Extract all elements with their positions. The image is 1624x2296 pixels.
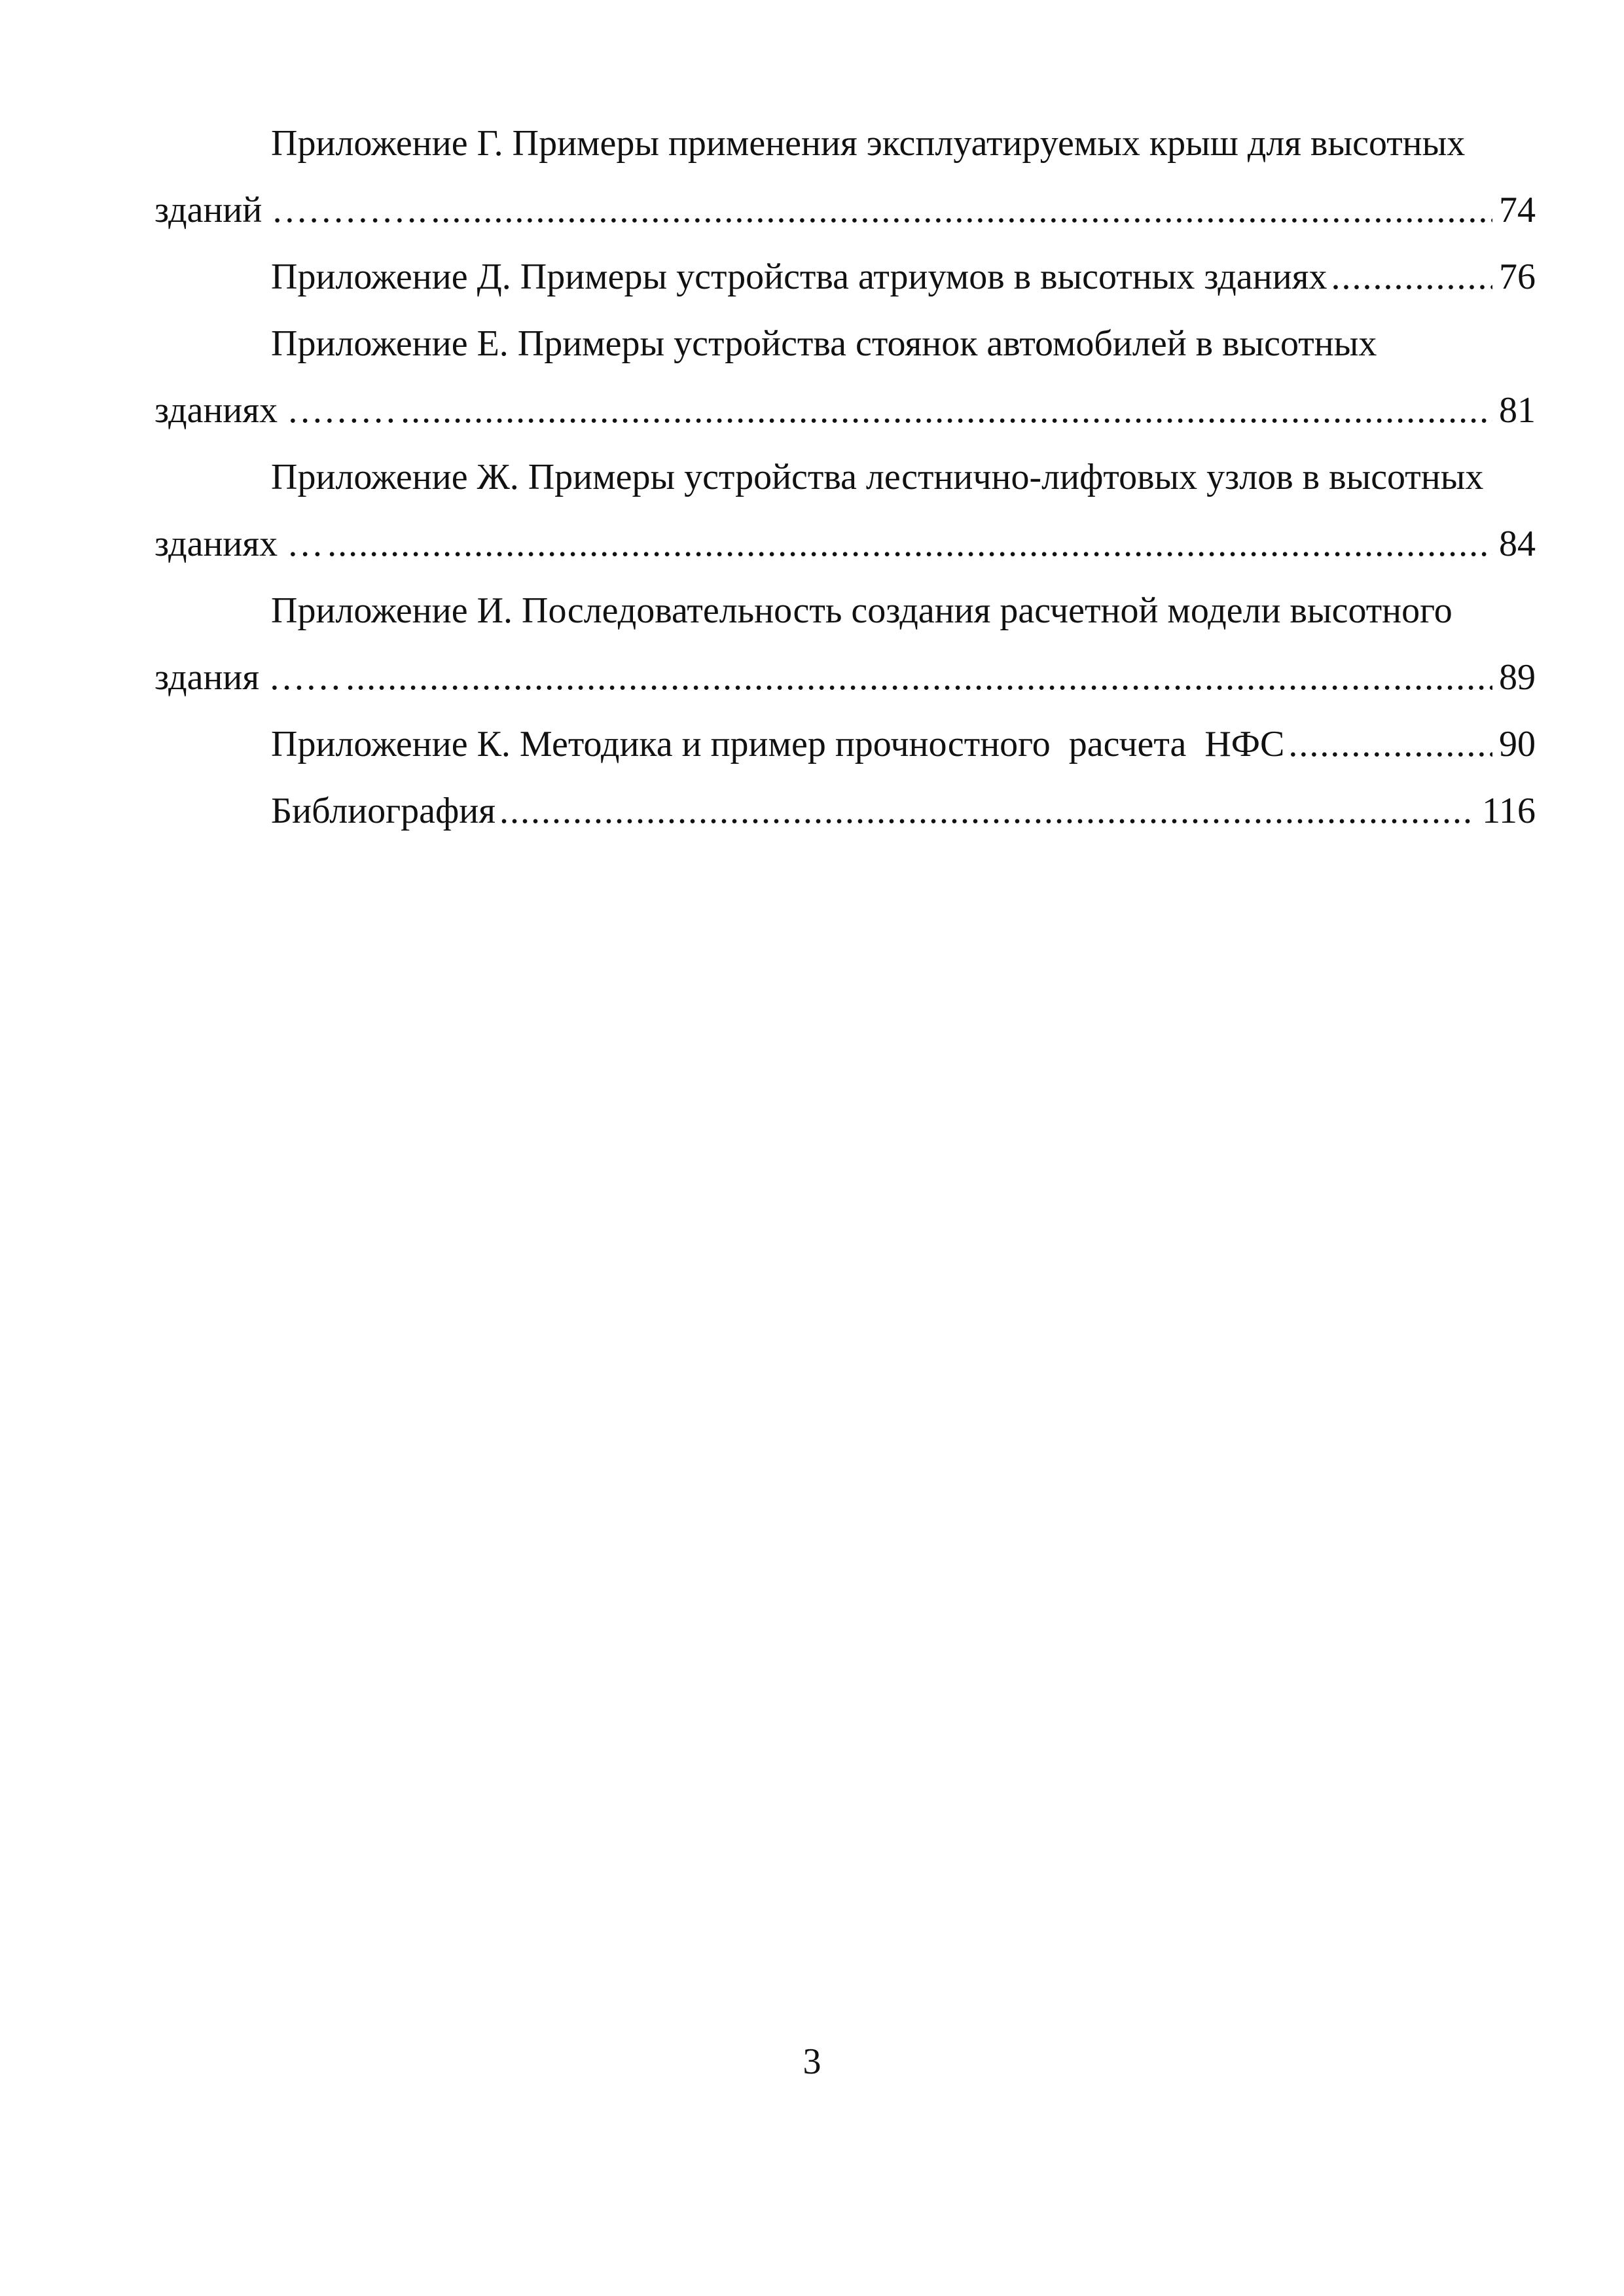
toc-entry-e-page: 81 <box>1499 390 1536 431</box>
toc-entry-i-line2[interactable] <box>154 644 1536 711</box>
toc-entry-zh-title: Приложение Ж. Примеры устройства лестнично-лифтовых узлов в высотных <box>271 457 1484 497</box>
toc-leader-dots <box>346 644 1492 711</box>
toc-entry-d-title: Приложение Д. Примеры устройства атриумов в высотных зданиях <box>271 257 1327 297</box>
toc-entry-zh-page: 84 <box>1499 524 1536 564</box>
toc-entry-i-line1 <box>154 577 1536 644</box>
toc-entry-i-page: 89 <box>1499 657 1536 698</box>
toc-entry-i-continuation: здания …… <box>154 657 342 698</box>
toc-entry-i-title: Приложение И. Последовательность создания расчетной модели высотного <box>271 590 1453 631</box>
toc-entry-e-line2[interactable] <box>154 377 1536 444</box>
toc-entry-k-title: Приложение К. Методика и пример прочностного расчета НФС <box>271 724 1285 764</box>
toc-entry-e-title: Приложение Е. Примеры устройства стоянок автомобилей в высотных <box>271 323 1377 364</box>
toc-entry-g-page: 74 <box>1499 190 1536 230</box>
toc-entry-g-line1 <box>154 110 1536 177</box>
toc-entry-bibliography-page: 116 <box>1482 791 1536 831</box>
toc-entry-g-line2[interactable] <box>154 177 1536 243</box>
toc-leader-dots <box>401 377 1492 444</box>
toc-entry-d[interactable] <box>154 243 1536 310</box>
toc-entry-k-page: 90 <box>1499 724 1536 764</box>
toc-entry-k[interactable] <box>154 711 1536 778</box>
toc-leader-dots <box>499 778 1475 844</box>
toc-leader-dots <box>1288 711 1492 778</box>
toc-entry-zh-line2[interactable] <box>154 511 1536 577</box>
toc-leader-dots <box>431 177 1492 243</box>
toc-entry-d-page: 76 <box>1499 257 1536 297</box>
toc-entry-g-continuation: зданий …………. <box>154 190 427 230</box>
toc-leader-dots <box>327 511 1492 577</box>
toc-entry-bibliography-title: Библиография <box>271 791 496 831</box>
toc-entry-e-continuation: зданиях ……… <box>154 390 397 431</box>
toc-entry-zh-line1 <box>154 444 1536 511</box>
toc-entry-zh-continuation: зданиях … <box>154 524 324 564</box>
toc-entry-e-line1 <box>154 310 1536 377</box>
toc-entry-g-title: Приложение Г. Примеры применения эксплуатируемых крыш для высотных <box>271 123 1466 164</box>
toc-leader-dots <box>1331 243 1492 310</box>
table-of-contents <box>154 110 1536 844</box>
toc-entry-bibliography[interactable] <box>154 778 1536 844</box>
page-number: 3 <box>803 2041 821 2082</box>
